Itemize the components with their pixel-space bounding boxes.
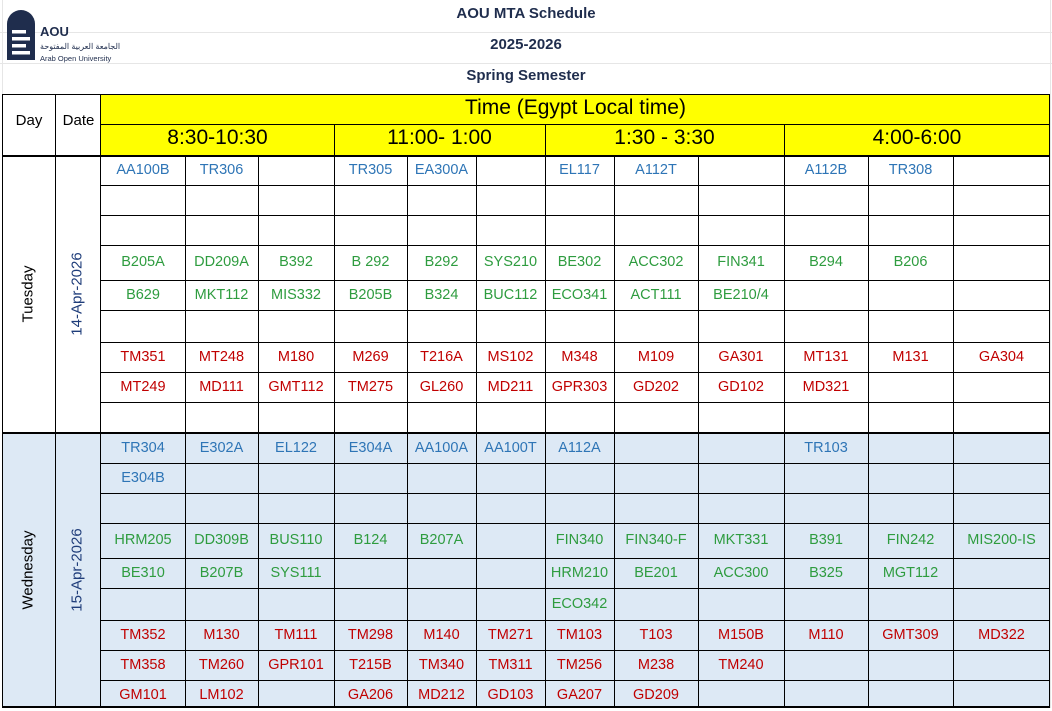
empty-cell[interactable]	[101, 588, 185, 620]
empty-cell[interactable]	[614, 463, 698, 493]
empty-cell[interactable]	[258, 310, 334, 342]
column-divider	[258, 155, 259, 708]
empty-cell[interactable]	[953, 155, 1050, 185]
slot-header-3: 1:30 - 3:30	[614, 126, 715, 149]
course-cell[interactable]: GA304	[978, 349, 1025, 365]
row-border	[101, 185, 1050, 186]
course-cell[interactable]: T215B	[349, 657, 392, 673]
grid-line	[0, 32, 1052, 33]
empty-cell[interactable]	[953, 588, 1050, 620]
logo-english-name: Arab Open University	[40, 54, 112, 63]
empty-cell[interactable]	[614, 310, 698, 342]
course-cell[interactable]: B325	[809, 565, 843, 581]
row-border	[101, 588, 1050, 589]
empty-cell[interactable]	[784, 493, 868, 523]
course-cell[interactable]: ACC300	[713, 565, 769, 581]
empty-cell[interactable]	[953, 372, 1050, 402]
row-border	[101, 620, 1050, 621]
course-cell[interactable]: MD322	[978, 627, 1025, 643]
grid-line	[1050, 0, 1051, 708]
course-cell[interactable]: GD209	[633, 687, 679, 703]
course-cell[interactable]: MT131	[803, 349, 849, 365]
empty-cell[interactable]	[476, 215, 545, 245]
course-cell[interactable]: TM340	[418, 657, 465, 673]
course-cell[interactable]: GPR101	[268, 657, 324, 673]
course-cell[interactable]: M131	[892, 349, 929, 365]
empty-cell[interactable]	[334, 402, 407, 433]
course-cell[interactable]: GD102	[718, 379, 764, 395]
row-border	[101, 280, 1050, 281]
empty-cell[interactable]	[545, 185, 614, 215]
course-cell[interactable]: A112A	[558, 440, 601, 456]
course-cell[interactable]: B392	[279, 254, 313, 270]
course-cell[interactable]: TR304	[121, 440, 165, 456]
empty-cell[interactable]	[407, 493, 476, 523]
course-cell[interactable]: AA100T	[484, 440, 537, 456]
course-cell[interactable]: TM260	[198, 657, 245, 673]
course-cell[interactable]: BE201	[634, 565, 678, 581]
course-cell[interactable]: TM271	[487, 627, 534, 643]
empty-cell[interactable]	[953, 310, 1050, 342]
empty-cell[interactable]	[334, 215, 407, 245]
column-divider	[614, 155, 615, 708]
course-cell[interactable]: GMT112	[268, 379, 324, 395]
empty-cell[interactable]	[334, 310, 407, 342]
course-cell[interactable]: TR306	[199, 162, 244, 178]
empty-cell[interactable]	[868, 372, 953, 402]
course-cell[interactable]: FIN341	[717, 254, 765, 270]
course-cell[interactable]: GD103	[487, 687, 534, 703]
course-cell[interactable]: ACC302	[628, 254, 684, 270]
empty-cell[interactable]	[407, 558, 476, 588]
course-cell[interactable]: EL122	[275, 440, 317, 456]
table-right-border	[1049, 94, 1050, 708]
empty-cell[interactable]	[614, 185, 698, 215]
slot-divider	[334, 124, 335, 708]
course-cell[interactable]: B124	[353, 532, 388, 548]
empty-cell[interactable]	[868, 650, 953, 680]
empty-cell[interactable]	[407, 402, 476, 433]
course-cell[interactable]: MD211	[487, 379, 534, 395]
empty-cell[interactable]	[698, 155, 784, 185]
row-border	[101, 650, 1050, 651]
empty-cell[interactable]	[868, 310, 953, 342]
day-label-tuesday: Tuesday	[19, 265, 37, 323]
course-cell[interactable]: BE210/4	[713, 287, 769, 303]
course-cell[interactable]: TM352	[120, 627, 166, 643]
day-block-border	[2, 432, 1050, 434]
empty-cell[interactable]	[868, 215, 953, 245]
empty-cell[interactable]	[868, 433, 953, 463]
empty-cell[interactable]	[258, 463, 334, 493]
course-cell[interactable]: SYS111	[270, 565, 322, 581]
column-divider	[407, 155, 408, 708]
empty-cell[interactable]	[476, 185, 545, 215]
date-label-wednesday: 15-Apr-2026	[68, 528, 86, 612]
day-date-divider	[55, 94, 56, 708]
course-cell[interactable]: MD111	[199, 379, 244, 395]
wednesday-side-band	[2, 433, 101, 708]
empty-cell[interactable]	[258, 185, 334, 215]
logo-abbr: AOU	[40, 24, 69, 39]
empty-cell[interactable]	[698, 493, 784, 523]
course-cell[interactable]: M348	[561, 349, 598, 365]
empty-cell[interactable]	[185, 215, 258, 245]
course-cell[interactable]: E304B	[121, 470, 165, 486]
empty-cell[interactable]	[476, 402, 545, 433]
course-cell[interactable]: GM101	[119, 687, 167, 703]
course-cell[interactable]: B205A	[121, 254, 165, 270]
empty-cell[interactable]	[698, 402, 784, 433]
course-cell[interactable]: M130	[203, 627, 240, 643]
course-cell[interactable]: HRM205	[114, 532, 172, 548]
empty-cell[interactable]	[258, 215, 334, 245]
course-cell[interactable]: BUS110	[269, 532, 323, 548]
course-cell[interactable]: E304A	[348, 440, 393, 456]
empty-cell[interactable]	[334, 185, 407, 215]
academic-year: 2025-2026	[490, 36, 562, 53]
empty-cell[interactable]	[101, 402, 185, 433]
course-cell[interactable]: MIS332	[271, 287, 321, 303]
slot-divider	[545, 124, 546, 708]
empty-cell[interactable]	[953, 245, 1050, 280]
course-cell[interactable]: MT248	[198, 349, 245, 365]
empty-cell[interactable]	[476, 155, 545, 185]
course-cell[interactable]: TM358	[120, 657, 166, 673]
course-cell[interactable]: TR103	[804, 440, 848, 456]
empty-cell[interactable]	[185, 402, 258, 433]
course-cell[interactable]: TM311	[488, 657, 533, 673]
course-cell[interactable]: BE310	[121, 565, 165, 581]
empty-cell[interactable]	[784, 310, 868, 342]
empty-cell[interactable]	[258, 588, 334, 620]
date-column-header: Date	[62, 112, 95, 129]
course-cell[interactable]: TM111	[274, 627, 318, 643]
empty-cell[interactable]	[476, 523, 545, 558]
course-cell[interactable]: B324	[424, 287, 459, 303]
course-cell[interactable]: TM351	[120, 349, 166, 365]
empty-cell[interactable]	[258, 155, 334, 185]
empty-cell[interactable]	[614, 402, 698, 433]
row-border	[101, 402, 1050, 403]
empty-cell[interactable]	[258, 493, 334, 523]
empty-cell[interactable]	[784, 650, 868, 680]
course-cell[interactable]: BE302	[557, 254, 602, 270]
day-column-header: Day	[15, 112, 43, 129]
empty-cell[interactable]	[698, 215, 784, 245]
empty-cell[interactable]	[334, 588, 407, 620]
empty-cell[interactable]	[545, 310, 614, 342]
empty-cell[interactable]	[545, 402, 614, 433]
empty-cell[interactable]	[784, 185, 868, 215]
empty-cell[interactable]	[407, 310, 476, 342]
empty-cell[interactable]	[953, 493, 1050, 523]
course-cell[interactable]: B207A	[419, 532, 464, 548]
row-border	[101, 558, 1050, 559]
empty-cell[interactable]	[614, 433, 698, 463]
course-cell[interactable]: B391	[809, 532, 843, 548]
slot-divider	[784, 124, 785, 708]
empty-cell[interactable]	[101, 185, 185, 215]
row-border	[101, 463, 1050, 464]
course-cell[interactable]: ACT111	[630, 287, 682, 303]
course-cell[interactable]: T103	[639, 627, 673, 643]
empty-cell[interactable]	[334, 463, 407, 493]
empty-cell[interactable]	[407, 588, 476, 620]
empty-cell[interactable]	[868, 588, 953, 620]
course-cell[interactable]: LM102	[199, 687, 244, 703]
row-border	[101, 523, 1050, 524]
course-cell[interactable]: MIS200-IS	[967, 532, 1036, 548]
empty-cell[interactable]	[545, 215, 614, 245]
logo-arabic-name: الجامعة العربية المفتوحة	[40, 42, 121, 51]
course-cell[interactable]: HRM210	[550, 565, 609, 581]
empty-cell[interactable]	[953, 433, 1050, 463]
empty-cell[interactable]	[545, 493, 614, 523]
date-time-divider	[100, 94, 101, 708]
course-cell[interactable]: B629	[126, 287, 160, 303]
empty-cell[interactable]	[407, 463, 476, 493]
empty-cell[interactable]	[101, 493, 185, 523]
course-cell[interactable]: TM256	[556, 657, 603, 673]
empty-cell[interactable]	[407, 215, 476, 245]
course-cell[interactable]: EL117	[559, 162, 600, 178]
course-cell[interactable]: M150B	[718, 627, 764, 643]
empty-cell[interactable]	[258, 402, 334, 433]
empty-cell[interactable]	[868, 402, 953, 433]
empty-cell[interactable]	[784, 215, 868, 245]
column-divider	[868, 155, 869, 708]
course-cell[interactable]: B 292	[351, 254, 390, 270]
course-cell[interactable]: TM240	[718, 657, 764, 673]
empty-cell[interactable]	[784, 280, 868, 310]
course-cell[interactable]: GA301	[718, 349, 764, 365]
empty-cell[interactable]	[698, 433, 784, 463]
course-cell[interactable]: TR305	[348, 162, 393, 178]
course-cell[interactable]: M140	[423, 627, 460, 643]
course-cell[interactable]: TR308	[888, 162, 933, 178]
course-cell[interactable]: FIN340	[555, 532, 604, 548]
empty-cell[interactable]	[185, 310, 258, 342]
empty-cell[interactable]	[698, 463, 784, 493]
course-cell[interactable]: MGT112	[882, 565, 939, 581]
course-cell[interactable]: GA206	[347, 687, 394, 703]
course-cell[interactable]: B294	[809, 254, 843, 270]
empty-cell[interactable]	[868, 493, 953, 523]
course-cell[interactable]: B292	[424, 254, 459, 270]
day-label-wednesday: Wednesday	[19, 530, 37, 610]
course-cell[interactable]: A112T	[635, 162, 677, 178]
row-border	[101, 245, 1050, 246]
course-cell[interactable]: ECO342	[551, 596, 608, 612]
empty-cell[interactable]	[185, 185, 258, 215]
row-border	[101, 493, 1050, 494]
slot-header-2: 11:00- 1:00	[387, 126, 492, 149]
course-cell[interactable]: B205B	[348, 287, 393, 303]
empty-cell[interactable]	[784, 463, 868, 493]
empty-cell[interactable]	[953, 558, 1050, 588]
empty-cell[interactable]	[476, 493, 545, 523]
column-divider	[698, 155, 699, 708]
row-border	[101, 680, 1050, 681]
empty-cell[interactable]	[185, 463, 258, 493]
empty-cell[interactable]	[476, 463, 545, 493]
row-border	[101, 215, 1050, 216]
empty-cell[interactable]	[784, 588, 868, 620]
empty-cell[interactable]	[868, 280, 953, 310]
course-cell[interactable]: MKT331	[713, 532, 769, 548]
course-cell[interactable]: MD212	[418, 687, 465, 703]
empty-cell[interactable]	[868, 185, 953, 215]
empty-cell[interactable]	[545, 463, 614, 493]
grid-line	[0, 63, 1052, 64]
course-cell[interactable]: AA100A	[414, 440, 469, 456]
empty-cell[interactable]	[698, 588, 784, 620]
empty-cell[interactable]	[185, 588, 258, 620]
empty-cell[interactable]	[953, 402, 1050, 433]
empty-cell[interactable]	[185, 493, 258, 523]
row-border	[101, 310, 1050, 311]
table-top-border	[2, 94, 1050, 95]
empty-cell[interactable]	[614, 215, 698, 245]
course-cell[interactable]: SYS210	[483, 254, 538, 270]
empty-cell[interactable]	[953, 280, 1050, 310]
empty-cell[interactable]	[476, 588, 545, 620]
empty-cell[interactable]	[476, 310, 545, 342]
empty-cell[interactable]	[476, 558, 545, 588]
course-cell[interactable]: MS102	[487, 349, 534, 365]
course-cell[interactable]: M180	[277, 349, 315, 365]
course-cell[interactable]: TM298	[347, 627, 394, 643]
slot-header-4: 4:00-6:00	[872, 126, 962, 149]
course-cell[interactable]: BUC112	[483, 287, 538, 303]
empty-cell[interactable]	[953, 215, 1050, 245]
empty-cell[interactable]	[334, 558, 407, 588]
empty-cell[interactable]	[953, 650, 1050, 680]
course-cell[interactable]: M110	[808, 627, 844, 643]
column-divider	[185, 155, 186, 708]
column-divider	[476, 155, 477, 708]
course-cell[interactable]: GA207	[556, 687, 603, 703]
course-cell[interactable]: TM275	[347, 379, 394, 395]
schedule-title: AOU MTA Schedule	[456, 5, 596, 22]
time-title: Time (Egypt Local time)	[465, 96, 686, 119]
empty-cell[interactable]	[698, 310, 784, 342]
course-cell[interactable]: DD209A	[194, 254, 249, 270]
empty-cell[interactable]	[784, 402, 868, 433]
date-label-tuesday: 14-Apr-2026	[68, 252, 86, 336]
empty-cell[interactable]	[698, 185, 784, 215]
course-cell[interactable]: M109	[637, 349, 675, 365]
course-cell[interactable]: TM103	[556, 627, 603, 643]
empty-cell[interactable]	[868, 463, 953, 493]
empty-cell[interactable]	[953, 463, 1050, 493]
table-left-border	[2, 94, 3, 708]
course-cell[interactable]: GPR303	[551, 379, 608, 395]
empty-cell[interactable]	[614, 493, 698, 523]
empty-cell[interactable]	[407, 185, 476, 215]
day-block-border	[2, 155, 1050, 157]
course-cell[interactable]: T216A	[420, 349, 463, 365]
column-divider	[953, 155, 954, 708]
row-border	[101, 372, 1050, 373]
course-cell[interactable]: GL260	[419, 379, 464, 395]
empty-cell[interactable]	[101, 310, 185, 342]
course-cell[interactable]: MT249	[120, 379, 166, 395]
course-cell[interactable]: GD202	[633, 379, 679, 395]
course-cell[interactable]: FIN242	[886, 532, 935, 548]
course-cell[interactable]: M238	[637, 657, 675, 673]
slot-header-1: 8:30-10:30	[167, 126, 268, 149]
course-cell[interactable]: E302A	[199, 440, 244, 456]
semester-label: Spring Semester	[466, 67, 586, 84]
course-cell[interactable]: GMT309	[882, 627, 939, 643]
course-cell[interactable]: AA100B	[116, 162, 170, 178]
course-cell[interactable]: B207B	[199, 565, 244, 581]
empty-cell[interactable]	[101, 215, 185, 245]
course-cell[interactable]: B206	[893, 254, 928, 270]
slot-header-border	[101, 124, 1050, 125]
course-cell[interactable]: EA300A	[414, 162, 469, 178]
course-cell[interactable]: DD309B	[194, 532, 249, 548]
course-cell[interactable]: ECO341	[551, 287, 608, 303]
empty-cell[interactable]	[334, 493, 407, 523]
course-cell[interactable]: M269	[352, 349, 389, 365]
course-cell[interactable]: MD321	[802, 379, 850, 395]
course-cell[interactable]: A112B	[804, 162, 848, 178]
empty-cell[interactable]	[953, 185, 1050, 215]
empty-cell[interactable]	[614, 588, 698, 620]
row-border	[101, 342, 1050, 343]
course-cell[interactable]: MKT112	[194, 287, 249, 303]
course-cell[interactable]: FIN340-F	[625, 532, 687, 548]
